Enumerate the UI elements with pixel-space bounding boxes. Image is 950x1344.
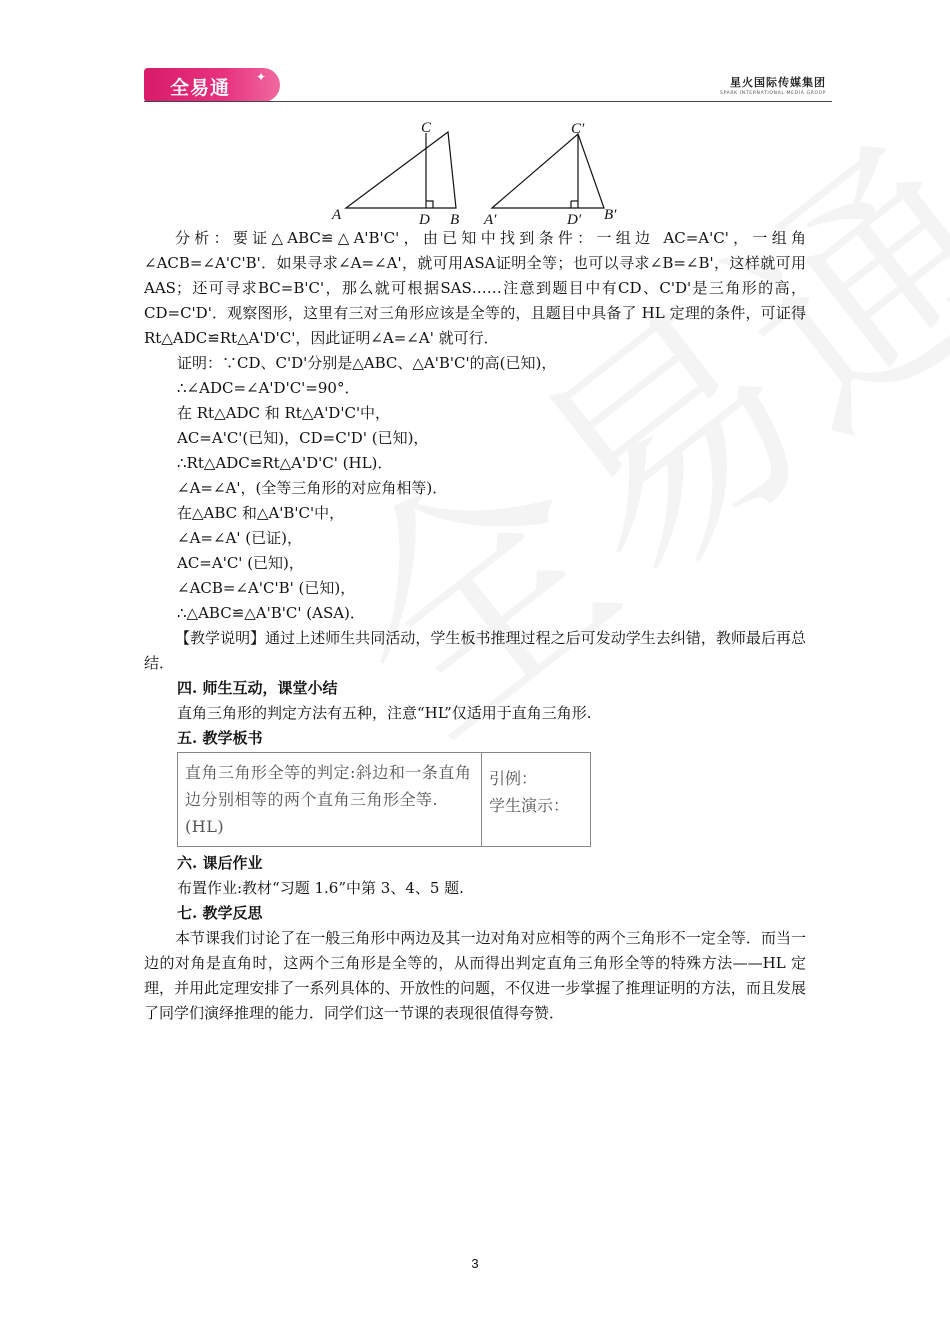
label-a: A [332, 207, 342, 223]
label-c-prime: C′ [571, 121, 585, 137]
board-theorem-cell: 直角三角形全等的判定:斜边和一条直角边分别相等的两个直角三角形全等.(HL) [178, 753, 482, 847]
publisher-brand [720, 74, 826, 96]
reflection-text: 本节课我们讨论了在一般三角形中两边及其一边对角对应相等的两个三角形不一定全等．而当一边的对角是直角时，这两个三角形是全等的，从而得出判定直角三角形全等的特殊方法——HL 定理，并用此定理安排了一系列具体的、开放性的问题，不仅进一步掌握了推理证明的方法，而且发展了同学们演绎推理的能力．同学们这一节课的表现很值得夸赞． [144, 929, 806, 1022]
proof-line: 在 Rt△ADC 和 Rt△A'D'C'中， [177, 404, 391, 422]
brand-logo [144, 68, 280, 102]
teaching-note: 【教学说明】通过上述师生共同活动，学生板书推理过程之后可发动学生去纠错，教师最后再总结． [144, 629, 806, 672]
proof-line: 证明：∵CD、C'D'分别是△ABC、△A'B'C'的高(已知)， [177, 354, 557, 372]
proof-line: AC=A'C' (已知)， [177, 554, 304, 572]
board-demo-label: 学生演示： [489, 796, 570, 815]
blackboard-table [177, 752, 591, 847]
board-examples-cell [482, 753, 591, 847]
label-d: D [419, 212, 430, 228]
proof-line: ∠A=∠A'，(全等三角形的对应角相等)． [177, 479, 448, 497]
header-divider [144, 101, 832, 102]
proof-line: ∴∠ADC=∠A'D'C'=90°． [177, 379, 360, 397]
publisher-name-en: SPARK INTERNATIONAL MEDIA GROUP [720, 91, 826, 96]
label-d-prime: D′ [567, 212, 582, 228]
section-heading-reflection: 七. 教学反思 [177, 904, 263, 922]
analysis-paragraph: 分析：要证△ABC≌△A'B'C'，由已知中找到条件：一组边 AC=A'C'，一组角∠ACB=∠A'C'B'．如果寻求∠A=∠A'，就可用ASA证明全等；也可以寻求∠B=∠B'，这样就可用AAS；还可寻求BC=B'C'，那么就可根据SAS……注意到题目中有CD、C'D'是三角形的高，CD=C'D'．观察图形，这里有三对三角形应该是全等的，且题目中具备了 HL 定理的条件，可证得Rt△ADC≌Rt△A'D'C'，因此证明∠A=∠A' 就可行． [144, 229, 806, 347]
homework-text: 布置作业:教材“习题 1.6”中第 3、4、5 题. [177, 879, 464, 897]
label-c: C [421, 120, 432, 136]
section-heading-summary: 四. 师生互动，课堂小结 [177, 679, 338, 697]
triangle-abc [346, 132, 456, 208]
proof-line: AC=A'C'(已知)，CD=C'D' (已知)， [177, 429, 429, 447]
page-body [144, 226, 806, 1026]
proof-line: ∴Rt△ADC≌Rt△A'D'C' (HL)． [177, 454, 393, 472]
proof-line: 在△ABC 和△A'B'C'中， [177, 504, 345, 522]
label-a-prime: A′ [484, 212, 497, 228]
proof-line: ∠ACB=∠A'C'B' (已知)， [177, 579, 356, 597]
right-angle-mark [426, 201, 433, 208]
logo-text: 全易通 [170, 77, 231, 99]
triangle-figure [326, 120, 626, 232]
section-heading-board: 五. 教学板书 [177, 729, 263, 747]
label-b: B [450, 212, 460, 228]
triangles-svg [326, 120, 626, 232]
page-number: 3 [471, 1256, 479, 1271]
triangle-a-prime [492, 134, 604, 208]
proof-block [144, 351, 806, 626]
proof-line: ∠A=∠A' (已证)， [177, 529, 302, 547]
summary-text: 直角三角形的判定方法有五种，注意“HL”仅适用于直角三角形. [177, 704, 592, 722]
board-example-label: 引例： [489, 769, 538, 788]
page-header [144, 64, 832, 104]
section-heading-homework: 六. 课后作业 [177, 854, 263, 872]
proof-line: ∴△ABC≌△A'B'C' (ASA)． [177, 604, 365, 622]
publisher-name: 星火国际传媒集团 [730, 76, 826, 89]
label-b-prime: B′ [604, 207, 617, 223]
star-icon: ✦ [256, 70, 267, 84]
